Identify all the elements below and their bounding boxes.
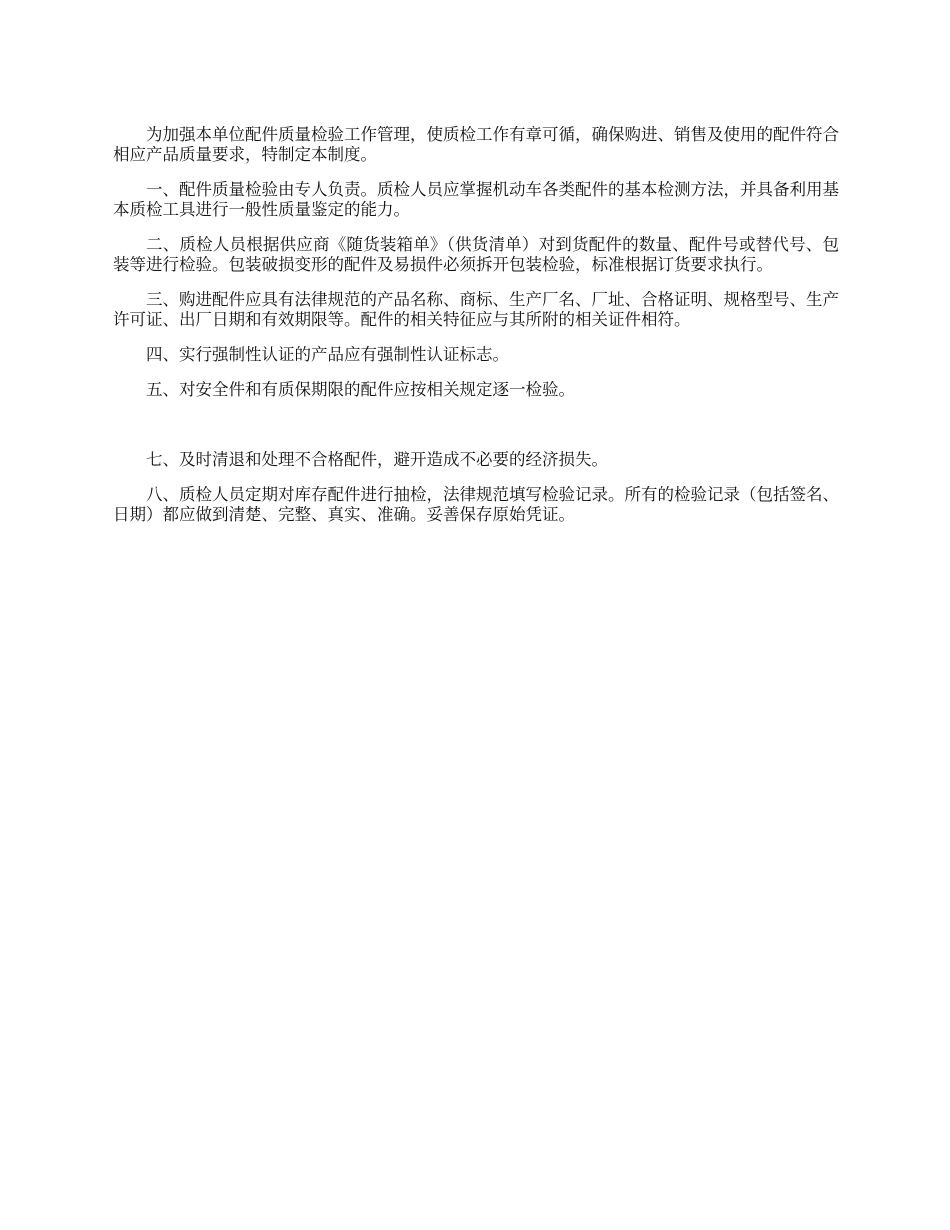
paragraph-item-8: 八、质检人员定期对库存配件进行抽检，法律规范填写检验记录。所有的检验记录（包括签名、日期）都应做到清楚、完整、真实、准确。妥善保存原始凭证。 bbox=[113, 485, 839, 524]
paragraph-intro: 为加强本单位配件质量检验工作管理，使质检工作有章可循，确保购进、销售及使用的配件符合相应产品质量要求，特制定本制度。 bbox=[113, 125, 839, 164]
paragraph-item-2: 二、质检人员根据供应商《随货装箱单》（供货清单）对到货配件的数量、配件号或替代号、包装等进行检验。包装破损变形的配件及易损件必须拆开包装检验，标准根据订货要求执行。 bbox=[113, 235, 839, 274]
document-body bbox=[113, 125, 839, 540]
blank-line bbox=[113, 415, 839, 435]
paragraph-item-1: 一、配件质量检验由专人负责。质检人员应掌握机动车各类配件的基本检测方法，并具备利用基本质检工具进行一般性质量鉴定的能力。 bbox=[113, 180, 839, 219]
paragraph-item-4: 四、实行强制性认证的产品应有强制性认证标志。 bbox=[146, 345, 509, 364]
paragraph-item-7: 七、及时清退和处理不合格配件，避开造成不必要的经济损失。 bbox=[146, 450, 608, 469]
paragraph-item-5: 五、对安全件和有质保期限的配件应按相关规定逐一检验。 bbox=[146, 380, 575, 399]
paragraph-item-3: 三、购进配件应具有法律规范的产品名称、商标、生产厂名、厂址、合格证明、规格型号、生产许可证、出厂日期和有效期限等。配件的相关特征应与其所附的相关证件相符。 bbox=[113, 290, 839, 329]
